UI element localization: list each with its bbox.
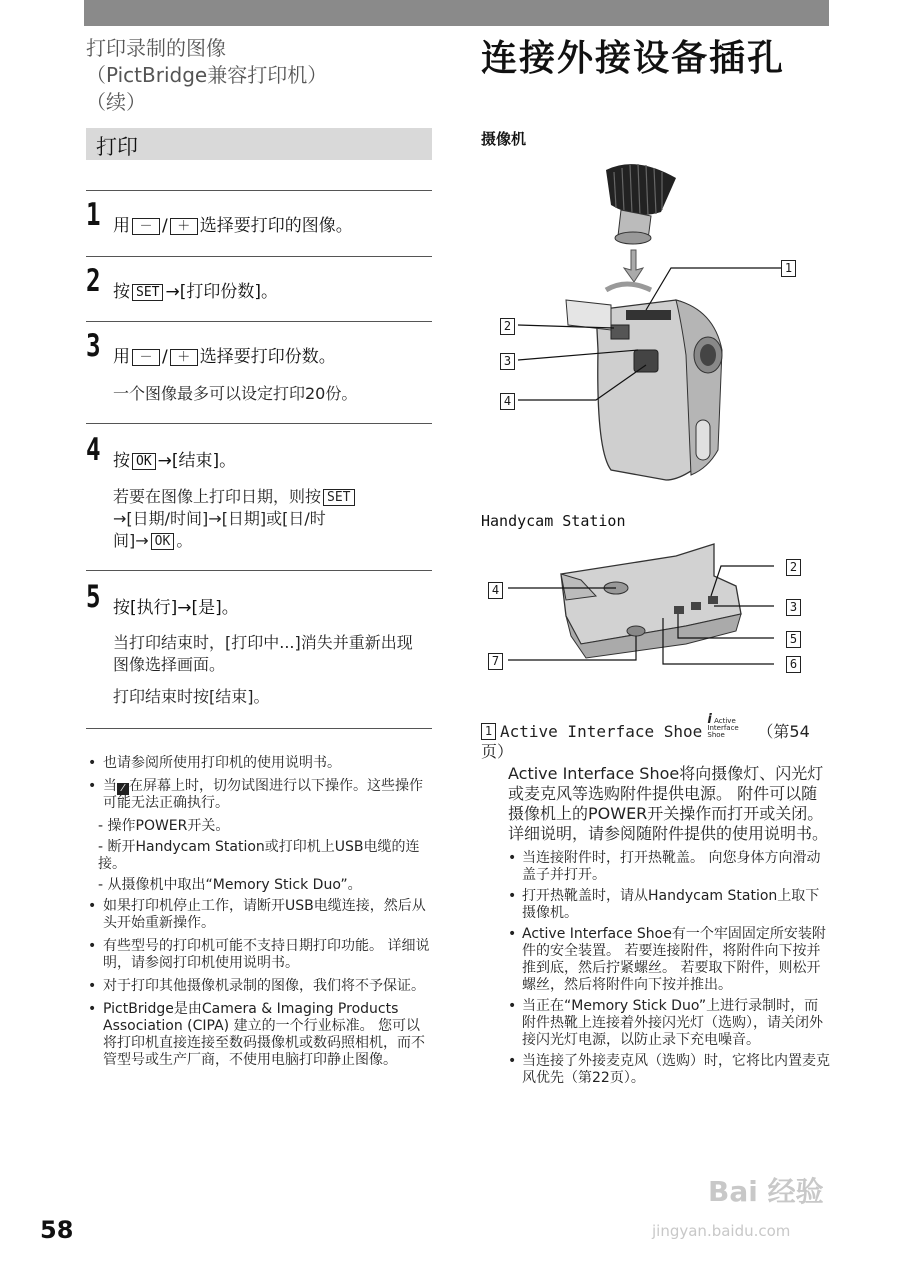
step-text bbox=[113, 593, 239, 618]
set-key: SET bbox=[323, 489, 354, 506]
item-body: Active Interface Shoe将向摄像灯、闪光灯或麦克风等选购附件提供电源。 附件可以随摄像机上的POWER开关操作而打开或关闭。 详细说明，请参阅随附件提供的使用说明书。 bbox=[508, 764, 829, 843]
slash: / bbox=[162, 347, 168, 367]
step-detail bbox=[113, 486, 423, 552]
divider bbox=[86, 190, 432, 191]
print-heading-band bbox=[86, 128, 432, 160]
step-detail: 当打印结束时，[打印中...]消失并重新出现图像选择画面。 bbox=[113, 633, 413, 674]
callout-2: 2 bbox=[786, 559, 801, 576]
note-item bbox=[88, 778, 434, 812]
section-title-line: 打印录制的图像 bbox=[86, 36, 226, 60]
step-number: 1 bbox=[86, 197, 101, 233]
logo-text: Active Interface Shoe bbox=[707, 717, 739, 739]
bullet-item: • Active Interface Shoe有一个牢固固定所安装附件的安全装置。 若要连接附件，将附件向下按并推到底，然后拧紧螺丝。 若要取下附件，则松开螺丝，然后将附件向下按并推出。 bbox=[508, 926, 831, 994]
camera-label: 摄像机 bbox=[481, 130, 527, 148]
ok-key: OK bbox=[151, 533, 175, 550]
printer-warning-icon: ⁄ bbox=[117, 783, 129, 795]
divider bbox=[86, 321, 432, 322]
plus-key: ＋ bbox=[170, 349, 198, 366]
header-bar bbox=[84, 0, 829, 26]
section-title-line: （续） bbox=[86, 90, 146, 114]
step-text bbox=[113, 277, 278, 302]
item-title: Active Interface Shoe bbox=[500, 722, 703, 741]
step-text-pre: 按 bbox=[113, 282, 130, 302]
camera-illustration bbox=[486, 150, 806, 500]
step-text bbox=[113, 211, 353, 236]
page-number: 58 bbox=[40, 1216, 74, 1244]
handycam-station-illustration bbox=[486, 536, 816, 676]
step-number: 5 bbox=[86, 579, 101, 615]
divider bbox=[86, 728, 432, 729]
step-text bbox=[113, 446, 236, 471]
bullet-item: • 当正在“Memory Stick Duo”上进行录制时，而附件热靴上连接着外接闪光灯（选购），请关闭外接闪光灯电源，以防止录下充电噪音。 bbox=[508, 998, 831, 1049]
callout-2: 2 bbox=[500, 318, 515, 335]
callout-7: 7 bbox=[488, 653, 503, 670]
minus-key: － bbox=[132, 218, 160, 235]
divider bbox=[86, 256, 432, 257]
bullet-item: • 当连接附件时，打开热靴盖。 向您身体方向滑动盖子并打开。 bbox=[508, 850, 831, 884]
bullet-item: • 当连接了外接麦克风（选购）时，它将比内置麦克风优先（第22页）。 bbox=[508, 1053, 831, 1087]
item-number-box: 1 bbox=[481, 723, 496, 740]
step-text-post: →[打印份数]。 bbox=[165, 282, 278, 302]
step-number: 4 bbox=[86, 432, 101, 468]
detail-text: 间]→ bbox=[113, 531, 149, 550]
callout-3: 3 bbox=[500, 353, 515, 370]
detail-text: →[日期/时间]→[日期]或[日/时 bbox=[113, 509, 326, 528]
plus-key: ＋ bbox=[170, 218, 198, 235]
note-text: 在屏幕上时，切勿试图进行以下操作。这些操作可能无法正确执行。 bbox=[103, 778, 423, 811]
page-reference: （第54页） bbox=[481, 722, 810, 761]
step-text-post: →[结束]。 bbox=[157, 451, 237, 471]
ok-key: OK bbox=[132, 453, 156, 470]
minus-key: － bbox=[132, 349, 160, 366]
section-title bbox=[86, 35, 431, 116]
divider bbox=[86, 570, 432, 571]
step-number: 2 bbox=[86, 263, 101, 299]
item-heading bbox=[481, 712, 831, 762]
print-heading: 打印 bbox=[96, 135, 138, 159]
baidu-watermark: Bai 经验 bbox=[708, 1175, 824, 1208]
detail-text: 。 bbox=[176, 531, 193, 550]
active-interface-shoe-logo: i Active Interface Shoe bbox=[707, 712, 739, 739]
step-detail: 打印结束时按[结束]。 bbox=[113, 687, 270, 706]
step-text-post: 选择要打印份数。 bbox=[199, 347, 336, 367]
callout-1: 1 bbox=[781, 260, 796, 277]
section-title-line: （PictBridge兼容打印机） bbox=[86, 63, 328, 87]
step-text-post: [执行]→[是]。 bbox=[130, 598, 239, 618]
microphone-icon bbox=[606, 164, 676, 244]
step-text-post: 选择要打印的图像。 bbox=[199, 216, 353, 236]
callout-6: 6 bbox=[786, 656, 801, 673]
callout-4: 4 bbox=[500, 393, 515, 410]
notes-list bbox=[88, 755, 434, 1075]
callout-5: 5 bbox=[786, 631, 801, 648]
note-subitem: - 从摄像机中取出“Memory Stick Duo”。 bbox=[98, 877, 362, 893]
step-text-pre: 用 bbox=[113, 347, 130, 367]
note-item: • 有些型号的打印机可能不支持日期打印功能。 详细说明，请参阅打印机使用说明书。 bbox=[88, 938, 434, 972]
divider bbox=[86, 423, 432, 424]
note-subitem: - 断开Handycam Station或打印机上USB电缆的连接。 bbox=[98, 839, 420, 872]
description bbox=[481, 712, 831, 1091]
step-text-pre: 按 bbox=[113, 451, 130, 471]
watermark-url: jingyan.baidu.com bbox=[652, 1222, 791, 1240]
step-text-pre: 用 bbox=[113, 216, 130, 236]
step-text bbox=[113, 342, 336, 367]
step-number: 3 bbox=[86, 328, 101, 364]
note-item: • 也请参阅所使用打印机的使用说明书。 bbox=[88, 755, 434, 772]
callout-3: 3 bbox=[786, 599, 801, 616]
note-prefix: 当 bbox=[103, 778, 117, 794]
bullet-item: • 打开热靴盖时，请从Handycam Station上取下摄像机。 bbox=[508, 888, 831, 922]
note-item: • 对于打印其他摄像机录制的图像，我们将不予保证。 bbox=[88, 978, 434, 995]
page-title: 连接外接设备插孔 bbox=[481, 38, 786, 79]
slash: / bbox=[162, 216, 168, 236]
step-text-pre: 按 bbox=[113, 598, 130, 618]
note-subitem: - 操作POWER开关。 bbox=[98, 818, 230, 834]
detail-text: 若要在图像上打印日期，则按 bbox=[113, 487, 322, 506]
step-detail: 一个图像最多可以设定打印20份。 bbox=[113, 384, 358, 403]
callout-4: 4 bbox=[488, 582, 503, 599]
station-label: Handycam Station bbox=[481, 512, 626, 530]
note-item: • 如果打印机停止工作，请断开USB电缆连接，然后从头开始重新操作。 bbox=[88, 898, 434, 932]
note-item: • PictBridge是由Camera & Imaging Products Association (CIPA) 建立的一个行业标准。 您可以将打印机直接连接至数码摄像机或数码照相机，而不管型号或生产厂商，不使用电脑打印静止图像。 bbox=[88, 1001, 434, 1069]
set-key: SET bbox=[132, 284, 163, 301]
